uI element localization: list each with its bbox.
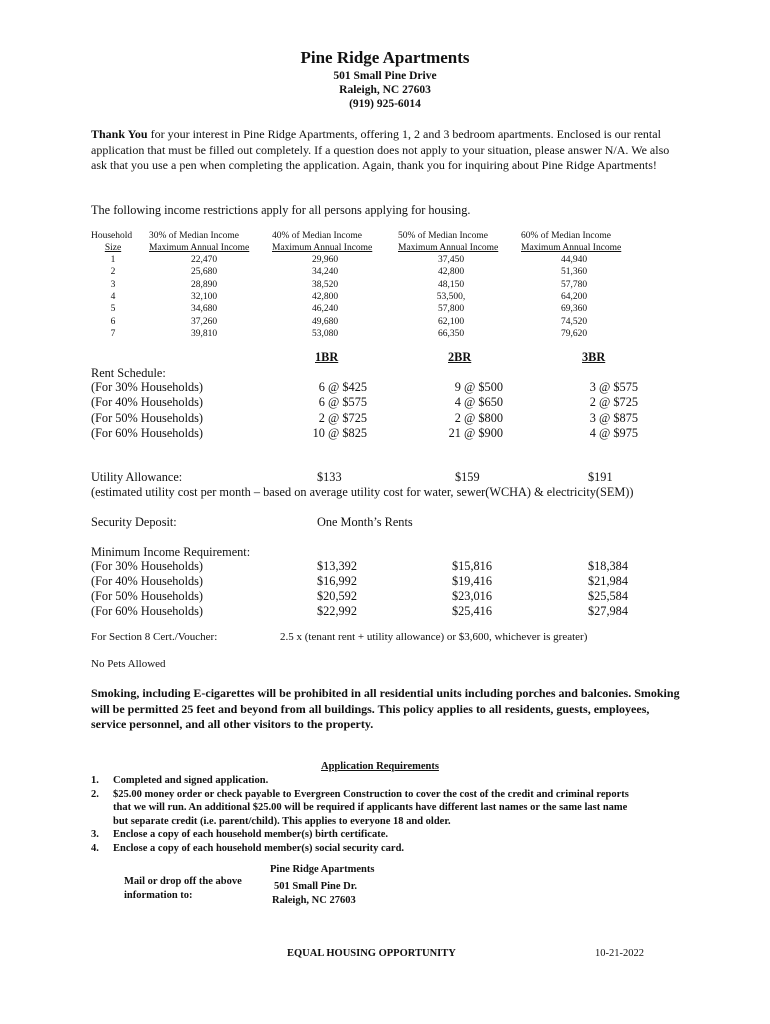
requirement-line: [91, 815, 629, 829]
no-pets: No Pets Allowed: [91, 658, 166, 670]
min-income-cell: $27,984: [588, 604, 628, 618]
requirement-text: Completed and signed application.: [113, 775, 269, 786]
income-cell: 42,800: [311, 291, 339, 302]
rent-cell: 21 @ $900: [448, 425, 503, 440]
city-address: Raleigh, NC 27603: [339, 84, 431, 96]
rent-title: Rent Schedule:: [91, 366, 166, 380]
mail-label-line: Mail or drop off the above: [124, 876, 242, 887]
income-col-header: 40% of Median Income: [272, 231, 362, 241]
min-income-cell: $19,416: [452, 574, 492, 588]
income-cell: 42,800: [437, 267, 465, 278]
income-cell: 34,240: [311, 267, 339, 278]
income-cell: 49,680: [311, 316, 339, 327]
rent-row-label: (For 50% Households): [91, 410, 204, 425]
requirement-text: but separate credit (i.e. parent/child). This applies to everyone 18 and older.: [113, 815, 451, 827]
rent-row-label: (For 30% Households): [91, 380, 204, 394]
min-income-cell: $25,584: [588, 589, 628, 603]
mail-label-line: information to:: [124, 890, 193, 901]
rent-cell: 4 @ $650: [454, 395, 503, 410]
rent-cell: 2 @ $725: [318, 410, 367, 425]
requirements-list: [91, 774, 629, 855]
income-cell: 62,100: [437, 316, 465, 327]
min-income-cell: $15,816: [452, 559, 492, 573]
min-income-cell: $22,992: [317, 604, 357, 618]
utility-3br: $191: [588, 470, 613, 484]
bedroom-header: 2BR: [448, 350, 472, 364]
rent-row-label: (For 60% Households): [91, 425, 204, 440]
rent-cell: 2 @ $725: [589, 395, 638, 410]
income-cell: 6: [110, 316, 116, 327]
income-col-header: Size: [104, 243, 122, 253]
income-cell: 5: [110, 304, 116, 315]
income-cell: 57,800: [437, 304, 465, 315]
income-cell: 3: [110, 279, 116, 290]
section8-value: 2.5 x (tenant rent + utility allowance) or $3,600, whichever is greater): [280, 631, 588, 643]
min-income-row-label: (For 40% Households): [91, 574, 204, 588]
income-cell: 37,450: [437, 255, 465, 265]
income-intro: The following income restrictions apply for all persons applying for housing.: [91, 203, 471, 217]
rent-cell: 2 @ $800: [454, 410, 503, 425]
deposit-label: Security Deposit:: [91, 515, 177, 529]
income-cell: 39,810: [190, 328, 218, 339]
income-col-header: Maximum Annual Income: [398, 243, 499, 253]
income-cell: 1: [110, 255, 116, 265]
min-income-cell: $25,416: [452, 604, 492, 618]
income-cell: 44,940: [560, 255, 588, 265]
requirement-text: $25.00 money order or check payable to Evergreen Construction to cover the cost of the credit and criminal reports: [113, 788, 629, 800]
income-cell: 57,780: [560, 279, 588, 290]
mail-label: [124, 875, 242, 903]
deposit-value: One Month’s Rents: [317, 515, 413, 529]
income-cell: 37,260: [190, 316, 218, 327]
requirement-text: Enclose a copy of each household member(s) birth certificate.: [113, 829, 388, 840]
utility-label: Utility Allowance:: [91, 470, 183, 484]
requirement-line: [91, 801, 629, 815]
income-cell: 22,470: [190, 255, 218, 265]
equal-housing: EQUAL HOUSING OPPORTUNITY: [287, 948, 456, 959]
income-cell: 29,960: [311, 255, 339, 265]
min-income-row-label: (For 50% Households): [91, 589, 204, 603]
requirement-number: 1.: [91, 775, 99, 786]
requirement-number: 3.: [91, 829, 99, 840]
intro-paragraph: [91, 127, 681, 174]
bedroom-header: 3BR: [582, 350, 606, 364]
min-income-cell: $21,984: [588, 574, 628, 588]
intro-text: for your interest in Pine Ridge Apartments, offering 1, 2 and 3 bedroom apartments. Enclosed is our rental application that must be filled out completely. If a question does not apply to your situation, please answer N/A. We also ask that you use a pen when completing the application. Again, thank you for inquiring about Pine Ridge Apartments!: [91, 127, 670, 172]
income-col-header: 30% of Median Income: [149, 231, 239, 241]
income-cell: 25,680: [190, 267, 218, 278]
street-address: 501 Small Pine Drive: [333, 70, 437, 82]
bedroom-header: 1BR: [315, 350, 339, 364]
phone-number: (919) 925-6014: [349, 98, 421, 110]
min-income-row-label: (For 60% Households): [91, 604, 204, 618]
income-cell: 4: [110, 291, 116, 302]
rent-cell: 6 @ $425: [318, 380, 367, 394]
mail-address-city: Raleigh, NC 27603: [272, 895, 356, 906]
mail-address-name: Pine Ridge Apartments: [270, 864, 375, 875]
min-income-cell: $23,016: [452, 589, 492, 603]
income-cell: 46,240: [311, 304, 339, 315]
requirement-line: [91, 828, 629, 842]
income-cell: 48,150: [437, 279, 465, 290]
income-col-header: Maximum Annual Income: [149, 243, 250, 253]
rent-cell: 10 @ $825: [312, 425, 367, 440]
income-cell: 53,080: [311, 328, 339, 339]
income-cell: 74,520: [560, 316, 588, 327]
page-title: Pine Ridge Apartments: [300, 48, 470, 67]
income-cell: 2: [110, 267, 116, 278]
requirement-line: [91, 788, 629, 802]
section8-label: For Section 8 Cert./Voucher:: [91, 631, 218, 643]
utility-note: (estimated utility cost per month – based on average utility cost for water, sewer(WCHA) & electricity(SEM)): [91, 485, 634, 499]
income-cell: 34,680: [190, 304, 218, 315]
rent-row-label: (For 40% Households): [91, 395, 204, 410]
income-cell: 64,200: [560, 291, 588, 302]
min-income-cell: $20,592: [317, 589, 357, 603]
rent-cell: 3 @ $575: [589, 380, 638, 394]
intro-bold: Thank You: [91, 127, 148, 141]
min-income-cell: $13,392: [317, 559, 357, 573]
requirement-text: that we will run. An additional $25.00 will be required if applicants have different last names or the same last name: [113, 802, 628, 813]
income-cell: 69,360: [560, 304, 588, 315]
utility-2br: $159: [455, 470, 480, 484]
income-col-header: Household: [91, 231, 133, 241]
income-cell: 32,100: [190, 291, 218, 302]
footer-date: 10-21-2022: [595, 948, 644, 959]
income-cell: 66,350: [437, 328, 465, 339]
requirements-title: Application Requirements: [321, 761, 439, 772]
income-col-header: Maximum Annual Income: [521, 243, 622, 253]
income-cell: 51,360: [560, 267, 588, 278]
income-cell: 53,500,: [436, 291, 466, 302]
income-col-header: 50% of Median Income: [398, 231, 488, 241]
min-income-row-label: (For 30% Households): [91, 559, 204, 573]
rent-cell: 3 @ $875: [589, 410, 638, 425]
requirement-line: [91, 842, 629, 856]
income-cell: 28,890: [190, 279, 218, 290]
min-income-cell: $18,384: [588, 559, 628, 573]
rent-cell: 4 @ $975: [589, 425, 638, 440]
utility-1br: $133: [317, 470, 342, 484]
income-cell: 38,520: [311, 279, 339, 290]
income-cell: 7: [110, 328, 116, 339]
income-col-header: Maximum Annual Income: [272, 243, 373, 253]
mail-address-street: 501 Small Pine Dr.: [274, 881, 358, 892]
min-income-title: Minimum Income Requirement:: [91, 545, 251, 559]
income-cell: 79,620: [560, 328, 588, 339]
requirement-number: 4.: [91, 842, 99, 854]
rent-cell: 9 @ $500: [454, 380, 503, 394]
rent-cell: 6 @ $575: [318, 395, 367, 410]
min-income-cell: $16,992: [317, 574, 357, 588]
requirement-number: 2.: [91, 788, 99, 800]
income-col-header: 60% of Median Income: [521, 231, 611, 241]
smoking-policy: Smoking, including E-cigarettes will be prohibited in all residential units including porches and balconies. Smoking will be permitted 25 feet and beyond from all buildings. This policy applies to all residents, guests, employees, service personnel, and all other visitors to the property.: [91, 686, 680, 731]
requirement-line: [91, 774, 629, 788]
requirement-text: Enclose a copy of each household member(s) social security card.: [113, 842, 405, 854]
